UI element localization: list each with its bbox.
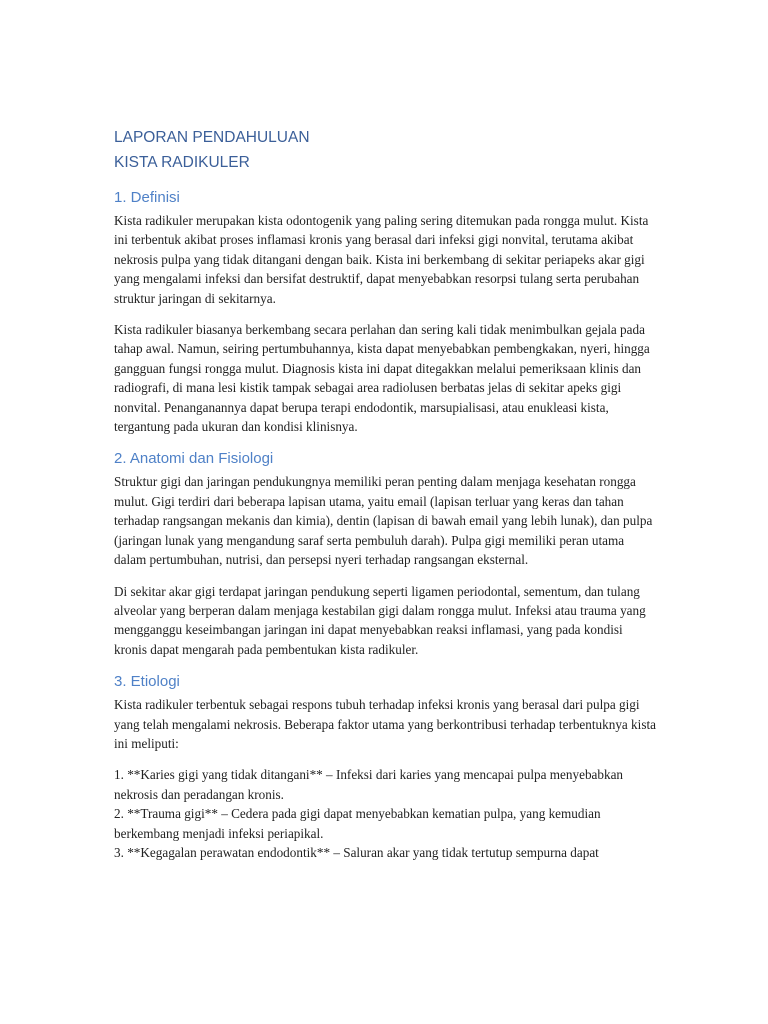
paragraph: Di sekitar akar gigi terdapat jaringan pendukung seperti ligamen periodontal, sementum, dan tulang alveolar yang berperan dalam menjaga kestabilan gigi dalam rongga mulut. Infeksi atau trauma yang mengganggu keseimbangan jaringan ini dapat menyebabkan reaksi inflamasi, yang pada kondisi kronis dapat mengarah pada pembentukan kista radikuler. [114,583,646,657]
document-title-line-2: KISTA RADIKULER [114,154,250,171]
list-item: 3. **Kegagalan perawatan endodontik** – Saluran akar yang tidak tertutup sempurna dapat [114,844,599,860]
list-item: 1. **Karies gigi yang tidak ditangani** – Infeksi dari karies yang mencapai pulpa menyebabkan nekrosis dan peradangan kronis. [114,767,624,802]
document-title-line-1: LAPORAN PENDAHULUAN [114,129,310,146]
section-heading: 1. Definisi [114,189,180,206]
etiology-list [114,765,658,862]
section-heading: 2. Anatomi dan Fisiologi [114,450,274,468]
paragraph: Kista radikuler merupakan kista odontogenik yang paling sering ditemukan pada rongga mulut. Kista ini terbentuk akibat proses inflamasi kronis yang berasal dari infeksi gigi nonvital, terutama akibat nekrosis pulpa yang tidak ditangani dengan baik. Kista ini berkembang di sekitar periapeks akar gigi yang mengalami infeksi dan bersifat destruktif, dapat menyebabkan resorpsi tulang serta perubahan struktur jaringan di sekitarnya. [114,213,649,306]
paragraph: Kista radikuler terbentuk sebagai respons tubuh terhadap infeksi kronis yang berasal dari pulpa gigi yang telah mengalami nekrosis. Beberapa faktor utama yang berkontribusi terhadap terbentuknya kista ini meliputi: [114,697,656,751]
paragraph: Kista radikuler biasanya berkembang secara perlahan dan sering kali tidak menimbulkan gejala pada tahap awal. Namun, seiring pertumbuhannya, kista dapat menyebabkan pembengkakan, nyeri, hingga gangguan fungsi rongga mulut. Diagnosis kista ini dapat ditegakkan melalui pemeriksaan klinis dan radiografi, di mana lesi kistik tampak sebagai area radiolusen berbatas jelas di sekitar apeks gigi nonvital. Penanganannya dapat berupa terapi endodontik, marsupialisasi, atau enukleasi kista, tergantung pada ukuran dan kondisi klinisnya. [114,322,650,435]
section-anatomi-fisiologi [114,448,658,659]
section-etiologi [114,671,658,862]
list-item: 2. **Trauma gigi** – Cedera pada gigi dapat menyebabkan kematian pulpa, yang kemudian berkembang menjadi infeksi periapikal. [114,806,601,841]
section-definisi [114,187,658,436]
section-heading: 3. Etiologi [114,673,180,691]
paragraph: Struktur gigi dan jaringan pendukungnya memiliki peran penting dalam menjaga kesehatan rongga mulut. Gigi terdiri dari beberapa lapisan utama, yaitu email (lapisan terluar yang keras dan tahan terhadap rangsangan mekanis dan kimia), dentin (lapisan di bawah email yang lebih lunak), dan pulpa (jaringan lunak yang mengandung saraf serta pembuluh darah). Pulpa gigi memiliki peran utama dalam pertumbuhan, nutrisi, dan persepsi nyeri terhadap rangsangan eksternal. [114,474,653,568]
